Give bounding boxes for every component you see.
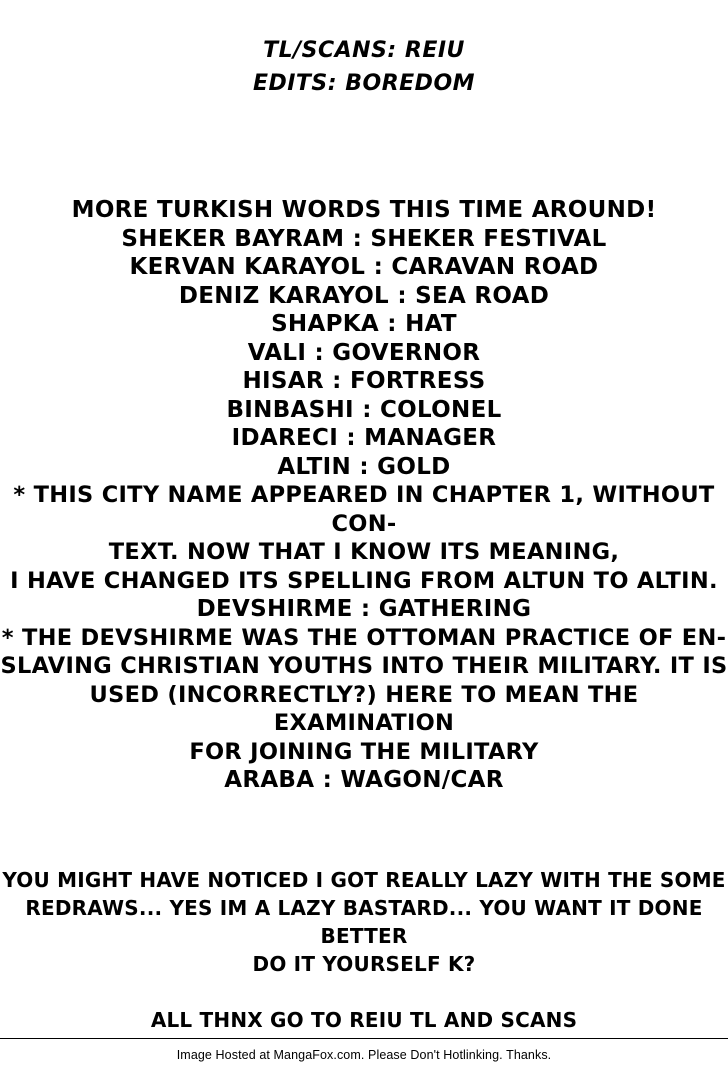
glossary-entry: ARABA : WAGON/CAR xyxy=(224,767,504,793)
credits-block xyxy=(0,34,728,100)
note-line: REDRAWS... YES IM A LAZY BASTARD... YOU WANT IT DONE BETTER xyxy=(25,896,703,948)
note-line: DO IT YOURSELF K? xyxy=(252,952,476,976)
glossary-note: USED (INCORRECTLY?) HERE TO MEAN THE EXAMINATION xyxy=(89,681,647,736)
note-line-thanks: ALL THNX GO TO REIU TL AND SCANS xyxy=(150,1008,578,1032)
glossary-entry: KERVAN KARAYOL : CARAVAN ROAD xyxy=(129,254,599,280)
credits-line-tl-scans: TL/SCANS: REIU xyxy=(263,38,465,63)
glossary-entry: BINBASHI : COLONEL xyxy=(226,396,502,423)
glossary-note: SLAVING CHRISTIAN YOUTHS INTO THEIR MILITARY. IT IS xyxy=(0,653,728,679)
glossary-note: TEXT. NOW THAT I KNOW ITS MEANING, xyxy=(108,539,620,565)
glossary-entry: SHEKER BAYRAM : SHEKER FESTIVAL xyxy=(121,225,607,252)
glossary-note: I HAVE CHANGED ITS SPELLING FROM ALTUN TO ALTIN. xyxy=(10,567,718,594)
glossary-entry: ALTIN : GOLD xyxy=(277,453,451,480)
glossary-block xyxy=(0,196,728,795)
glossary-entry: SHAPKA : HAT xyxy=(271,311,457,337)
note-spacer xyxy=(0,978,728,1006)
glossary-entry: HISAR : FORTRESS xyxy=(242,368,486,394)
glossary-note: FOR JOINING THE MILITARY xyxy=(189,738,539,765)
translator-notes-block xyxy=(0,866,728,1034)
glossary-entry: VALI : GOVERNOR xyxy=(247,339,481,366)
glossary-entry: DEVSHIRME : GATHERING xyxy=(196,596,532,622)
hotlink-watermark-bar xyxy=(0,1038,728,1071)
credits-line-edits: EDITS: BOREDOM xyxy=(252,71,476,96)
glossary-note: * THIS CITY NAME APPEARED IN CHAPTER 1, WITHOUT CON- xyxy=(13,482,723,537)
glossary-entry: IDARECI : MANAGER xyxy=(231,425,497,451)
glossary-note: * THE DEVSHIRME WAS THE OTTOMAN PRACTICE OF EN- xyxy=(1,624,727,651)
hotlink-watermark-text: Image Hosted at MangaFox.com. Please Don't Hotlinking. Thanks. xyxy=(176,1048,552,1062)
note-line: YOU MIGHT HAVE NOTICED I GOT REALLY LAZY WITH THE SOME xyxy=(2,868,726,892)
glossary-heading: MORE TURKISH WORDS THIS TIME AROUND! xyxy=(71,197,657,223)
glossary-entry: DENIZ KARAYOL : SEA ROAD xyxy=(178,282,550,309)
